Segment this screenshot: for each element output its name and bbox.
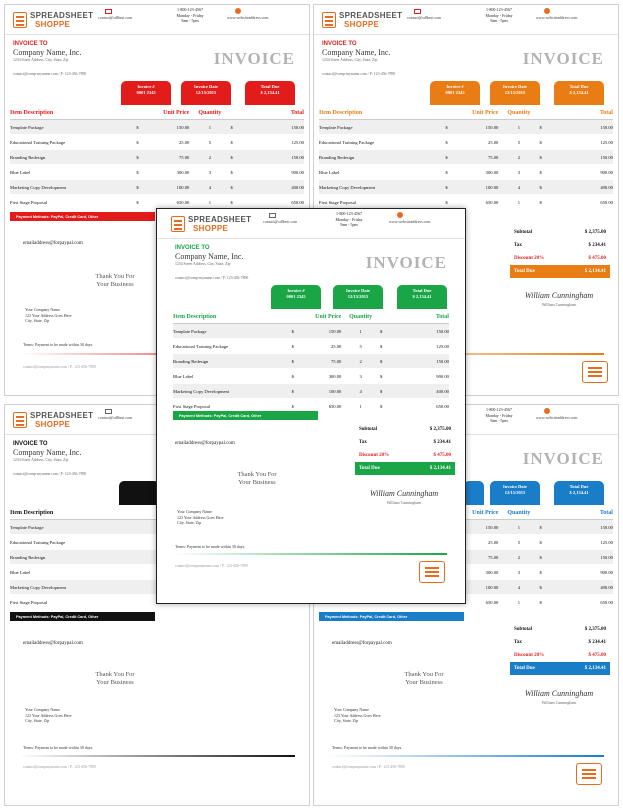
table-row: Template Package $ 150.00 1 $ 150.00 [10, 120, 304, 135]
footer-line [328, 755, 604, 757]
payment-email[interactable]: emailaddress@forpaypal.com [332, 641, 392, 646]
company-name: Company Name, Inc. [13, 448, 82, 457]
table-row: 25.00 5 $ 125.00 [319, 535, 613, 550]
thank-you: Thank You For Your Business [95, 273, 135, 288]
company-contact: contact@comp-myname.com / P: 123-456-7890 [175, 276, 249, 280]
table-row: Educational Training Package $ 25.00 5 $ 125.00 [173, 339, 449, 354]
globe-icon [397, 212, 403, 218]
table-row: 300.00 3 $ 900.00 [319, 565, 613, 580]
table-row: Branding Redesign $ 75.00 2 $ 150.00 [319, 150, 613, 165]
mail-icon [414, 9, 421, 14]
totals: Subtotal $ 2,375.00 Tax $ 234.41 Discount 20% $ 475.00 Total Due $ 2,134.41 [510, 623, 610, 675]
company-block: Your Company Name 123 Your Address Goes Here City, State, Zip [177, 509, 224, 525]
footer-contact: contact@companyname.com / P: 123-456-7890 [23, 365, 96, 369]
invoice-title: INVOICE [365, 253, 447, 272]
signature: William Cunningham [524, 689, 594, 698]
company-address: 1234 Street Address, City, State, Zip [13, 58, 69, 62]
company-address: 1234 Street Address, City, State, Zip [175, 262, 231, 266]
globe-icon [544, 408, 550, 414]
header-website[interactable]: www.websiteaddress.com [389, 219, 431, 224]
terms: Terms: Payment to be made within 30 days. [23, 745, 94, 750]
table-row: 150.00 1 $ 150.00 [319, 520, 613, 535]
brand-logo: SPREADSHEET SHOPPE [171, 215, 251, 235]
invoice-title: INVOICE [213, 49, 295, 68]
header-email[interactable]: contact@sdlbest.com [98, 15, 133, 20]
invoice-title: INVOICE [522, 49, 604, 68]
company-contact: contact@comp-myname.com / P: 123-456-7890 [13, 472, 87, 476]
page-header [5, 5, 309, 35]
table-row: Template Package $ 150.00 1 $ 150.00 [173, 324, 449, 339]
table-row: Blue Label $ 300.00 3 $ 900.00 [319, 165, 613, 180]
invoice-page-blue: 1-800-123-4567 Monday - Friday 9am - 5pm www.websiteaddress.com INVOICE Invoice Date 12/15/2015 Total Due $ 2,134.41 Unit Price Quantity Total 150.00 1 $ 150.00 25.00 5 $ 125.00 75.00 2 $ 150.00 300.00 3 $ 900.00 100.00 4 $ 400.00 650.00 1 $ 650.00 Payment Methods: PayPal, Credit Card, Other emailaddress@forpaypal.com Subtotal $ 2,375.00 Tax $ 234.41 Discount 20% $ 475.00 Total Due $ 2,134.41 Thank You For Your Business William Cunningham William Cunningham Your Company Name 123 Your Address Goes Here City, State, Zip Terms: Payment to be made within 30 days. contact@companyname.com / P: 123-456-7890 [313, 404, 619, 806]
mail-icon [269, 213, 276, 218]
terms: Terms: Payment to be made within 30 days. [175, 544, 246, 549]
company-address: 1234 Street Address, City, State, Zip [13, 458, 69, 462]
header-email[interactable]: contact@sdlbest.com [407, 15, 442, 20]
company-address: 1234 Street Address, City, State, Zip [322, 58, 378, 62]
signer-name: William Cunningham [541, 700, 577, 705]
invoice-title: INVOICE [522, 449, 604, 468]
payment-email[interactable]: emailaddress@forpaypal.com [23, 241, 83, 246]
table-row: Branding Redesign $ 75.00 2 $ 150.00 [10, 150, 304, 165]
items-table: Item Description Template Package Educational Training Package Branding Redesign Blue Label Marketing Copy Development First Stage Proposal [10, 510, 304, 610]
footer-line [19, 755, 295, 757]
payment-methods: Payment Methods: PayPal, Credit Card, Other [10, 612, 155, 621]
invoice-page-green: SPREADSHEET SHOPPE contact@sdlbest.com 1-800-123-4567 Monday - Friday 9am - 5pm www.websiteaddress.com INVOICE TO Company Name, Inc. 1234 Street Address, City, State, Zip contact@comp-myname.com / P: 123-456-7890 INVOICE Invoice # 0001 2345 Invoice Date 12/15/2015 Total Due $ 2,134.41 Item Description Unit Price Quantity Total Template Package $ 150.00 1 $ 150.00 Educational Training Package $ 25.00 5 $ 125.00 Branding Redesign $ 75.00 2 $ 150.00 Blue Label $ 300.00 3 $ 900.00 Marketing Copy Development $ 100.00 4 $ 400.00 First Stage Proposal $ 650.00 1 $ 650.00 Payment Methods: PayPal, Credit Card, Other emailaddress@forpaypal.com Subtotal $ 2,375.00 Tax $ 234.41 Discount 20% $ 475.00 Total Due $ 2,134.41 Thank You For Your Business William Cunningham William Cunningham Your Company Name 123 Your Address Goes Here City, State, Zip Terms: Payment to be made within 30 days. contact@companyname.com / P: 123-456-7890 [156, 208, 466, 604]
header-email[interactable]: contact@sdlbest.com [263, 219, 298, 224]
table-row: First Stage Proposal [10, 595, 304, 610]
mail-icon [105, 9, 112, 14]
company-contact: contact@comp-myname.com / P: 123-456-7890 [322, 72, 396, 76]
signer-name: William Cunningham [386, 500, 422, 505]
invoice-page-orange: SPREADSHEET SHOPPE contact@sdlbest.com 1-800-123-4567 Monday - Friday 9am - 5pm www.websiteaddress.com INVOICE TO Company Name, Inc. 1234 Street Address, City, State, Zip contact@comp-myname.com / P: 123-456-7890 INVOICE Invoice # 0001 2345 Invoice Date 12/15/2015 Total Due $ 2,134.41 Item Description Unit Price Quantity Total Template Package $ 150.00 1 $ 150.00 Educational Training Package $ 25.00 5 $ 125.00 Branding Redesign $ 75.00 2 $ 150.00 Blue Label $ 300.00 3 $ 900.00 Marketing Copy Development $ 100.00 4 $ 400.00 First Stage Proposal $ 650.00 1 $ 650.00 Subtotal $ 2,375.00 Tax $ 234.41 Discount 20% $ 475.00 Total Due $ 2,134.41 William Cunningham William Cunningham [313, 4, 619, 396]
totals: Subtotal $ 2,375.00 Tax $ 234.41 Discount 20% $ 475.00 Total Due $ 2,134.41 [510, 226, 610, 278]
items-table: Item Description Unit Price Quantity Total Template Package $ 150.00 1 $ 150.00 Educational Training Package $ 25.00 5 $ 125.00 Branding Redesign $ 75.00 2 $ 150.00 Blue Label $ 300.00 3 $ 900.00 Marketing Copy Development $ 100.00 4 $ 400.00 First Stage Proposal $ 650.00 1 $ 650.00 [173, 314, 449, 414]
terms: Terms: Payment to be made within 30 days. [332, 745, 403, 750]
header-phone: 1-800-123-4567 Monday - Friday 9am - 5pm [176, 7, 204, 23]
footer-line [175, 553, 447, 555]
signature: William Cunningham [369, 489, 439, 498]
company-block: Your Company Name 123 Your Address Goes Here City, State, Zip [25, 307, 72, 323]
spreadsheet-icon [582, 361, 608, 383]
brand-logo: SPREADSHEET SHOPPE [13, 11, 93, 31]
table-row: First Stage Proposal $ 650.00 1 $ 650.00 [10, 195, 304, 210]
globe-icon [235, 8, 241, 14]
mail-icon [105, 409, 112, 414]
table-row: Educational Training Package [10, 535, 304, 550]
items-table: Item Description Unit Price Quantity Total Template Package $ 150.00 1 $ 150.00 Educational Training Package $ 25.00 5 $ 125.00 Branding Redesign $ 75.00 2 $ 150.00 Blue Label $ 300.00 3 $ 900.00 Marketing Copy Development $ 100.00 4 $ 400.00 First Stage Proposal $ 650.00 1 $ 650.00 [10, 110, 304, 210]
table-row: Template Package $ 150.00 1 $ 150.00 [319, 120, 613, 135]
items-table: Item Description Unit Price Quantity Total Template Package $ 150.00 1 $ 150.00 Educational Training Package $ 25.00 5 $ 125.00 Branding Redesign $ 75.00 2 $ 150.00 Blue Label $ 300.00 3 $ 900.00 Marketing Copy Development $ 100.00 4 $ 400.00 First Stage Proposal $ 650.00 1 $ 650.00 [319, 110, 613, 210]
items-table: Unit Price Quantity Total 150.00 1 $ 150.00 25.00 5 $ 125.00 75.00 2 $ 150.00 300.00 3 $ 900.00 100.00 4 $ 400.00 650.00 1 $ 650.00 [319, 510, 613, 610]
thank-you: Thank You For Your Business [95, 671, 135, 686]
footer-contact: contact@companyname.com / P: 123-456-7890 [175, 564, 248, 568]
invoice-to-label: INVOICE TO [13, 441, 48, 447]
table-row: First Stage Proposal $ 650.00 1 $ 650.00 [173, 399, 449, 414]
terms: Terms: Payment to be made within 30 days. [23, 342, 94, 347]
invoice-to-label: INVOICE TO [175, 245, 210, 251]
table-row: Blue Label $ 300.00 3 $ 900.00 [10, 165, 304, 180]
company-contact: contact@comp-myname.com / P: 123-456-7890 [13, 72, 87, 76]
spreadsheet-icon [419, 561, 445, 583]
invoice-to-label: INVOICE TO [13, 41, 48, 47]
table-row: Marketing Copy Development [10, 580, 304, 595]
header-website[interactable]: www.websiteaddress.com [536, 15, 578, 20]
table-row: Template Package [10, 520, 304, 535]
header-phone: 1-800-123-4567 Monday - Friday 9am - 5pm [485, 7, 513, 23]
table-row: Marketing Copy Development $ 100.00 4 $ 400.00 [173, 384, 449, 399]
footer-contact: contact@companyname.com / P: 123-456-7890 [332, 765, 405, 769]
table-row: Blue Label [10, 565, 304, 580]
table-row: First Stage Proposal $ 650.00 1 $ 650.00 [319, 195, 613, 210]
table-row: 650.00 1 $ 650.00 [319, 595, 613, 610]
table-row: Branding Redesign [10, 550, 304, 565]
totals: Subtotal $ 2,375.00 Tax $ 234.41 Discount 20% $ 475.00 Total Due $ 2,134.41 [355, 423, 455, 475]
signer-name: William Cunningham [541, 302, 577, 307]
table-row: Blue Label $ 300.00 3 $ 900.00 [173, 369, 449, 384]
table-row: Branding Redesign $ 75.00 2 $ 150.00 [173, 354, 449, 369]
invoice-to-label: INVOICE TO [322, 41, 357, 47]
page-header [157, 209, 465, 239]
header-website[interactable]: www.websiteaddress.com [536, 415, 578, 420]
company-name: Company Name, Inc. [13, 48, 82, 57]
table-row: Educational Training Package $ 25.00 5 $ 125.00 [10, 135, 304, 150]
table-row: 75.00 2 $ 150.00 [319, 550, 613, 565]
company-block: Your Company Name 123 Your Address Goes Here City, State, Zip [25, 707, 72, 723]
thank-you: Thank You For Your Business [237, 471, 277, 486]
table-row: Educational Training Package $ 25.00 5 $ 125.00 [319, 135, 613, 150]
payment-methods: Payment Methods: PayPal, Credit Card, Other [10, 212, 155, 221]
page-header [314, 5, 618, 35]
payment-email[interactable]: emailaddress@forpaypal.com [175, 441, 235, 446]
header-phone: 1-800-123-4567 Monday - Friday 9am - 5pm [335, 211, 363, 227]
brand-logo: SPREADSHEET SHOPPE [13, 411, 93, 431]
globe-icon [544, 8, 550, 14]
spreadsheet-icon [576, 763, 602, 785]
table-row: Marketing Copy Development $ 100.00 4 $ 400.00 [319, 180, 613, 195]
brand-logo: SPREADSHEET SHOPPE [322, 11, 402, 31]
company-name: Company Name, Inc. [175, 252, 244, 261]
invoice-page-red: SPREADSHEET SHOPPE contact@sdlbest.com 1-800-123-4567 Monday - Friday 9am - 5pm www.websiteaddress.com INVOICE TO Company Name, Inc. 1234 Street Address, City, State, Zip contact@comp-myname.com / P: 123-456-7890 INVOICE Invoice # 0001 2345 Invoice Date 12/15/2015 Total Due $ 2,134.41 Item Description Unit Price Quantity Total Template Package $ 150.00 1 $ 150.00 Educational Training Package $ 25.00 5 $ 125.00 Branding Redesign $ 75.00 2 $ 150.00 Blue Label $ 300.00 3 $ 900.00 Marketing Copy Development $ 100.00 4 $ 400.00 First Stage Proposal $ 650.00 1 $ 650.00 Payment Methods: PayPal, Credit Card, Other emailaddress@forpaypal.com Thank You For Your Business Your Company Name 123 Your Address Goes Here City, State, Zip Terms: Payment to be made within 30 days. contact@companyname.com / P: 123-456-7890 [4, 4, 310, 396]
table-row: 100.00 4 $ 400.00 [319, 580, 613, 595]
signature: William Cunningham [524, 291, 594, 300]
payment-methods: Payment Methods: PayPal, Credit Card, Other [319, 612, 464, 621]
company-block: Your Company Name 123 Your Address Goes Here City, State, Zip [334, 707, 381, 723]
table-row: Marketing Copy Development $ 100.00 4 $ 400.00 [10, 180, 304, 195]
payment-email[interactable]: emailaddress@forpaypal.com [23, 641, 83, 646]
header-website[interactable]: www.websiteaddress.com [227, 15, 269, 20]
company-name: Company Name, Inc. [322, 48, 391, 57]
header-phone: 1-800-123-4567 Monday - Friday 9am - 5pm [485, 407, 513, 423]
header-email[interactable]: contact@sdlbest.com [98, 415, 133, 420]
footer-contact: contact@companyname.com / P: 123-456-7890 [23, 765, 96, 769]
thank-you: Thank You For Your Business [404, 671, 444, 686]
payment-methods: Payment Methods: PayPal, Credit Card, Other [173, 411, 318, 420]
